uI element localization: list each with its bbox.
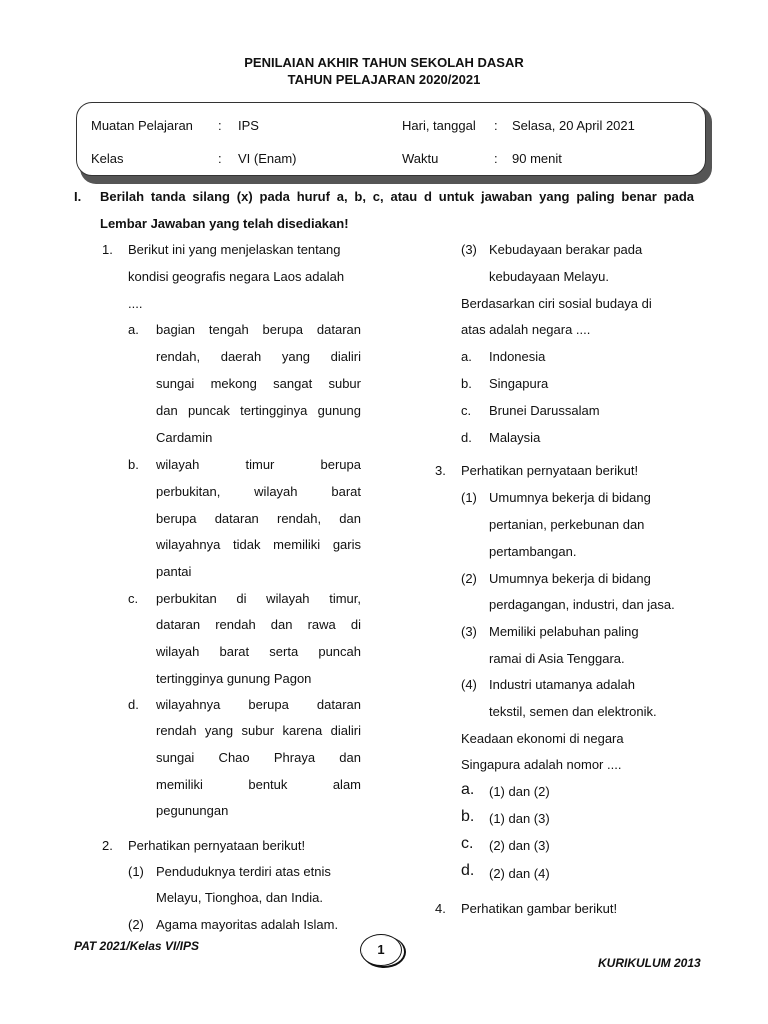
q1-stem-line: Berikut ini yang menjelaskan tentang xyxy=(128,242,341,257)
day-colon: : xyxy=(494,118,498,133)
q3-number: 3. xyxy=(435,463,446,478)
q3-statement-line: tekstil, semen dan elektronik. xyxy=(489,704,657,719)
q3-statement-line: ramai di Asia Tenggara. xyxy=(489,651,625,666)
q1-option-letter: a. xyxy=(128,322,139,337)
time-value: 90 menit xyxy=(512,151,562,166)
q3-question-line: Singapura adalah nomor .... xyxy=(461,757,622,772)
instruction-line-2: Lembar Jawaban yang telah disediakan! xyxy=(100,216,349,231)
q3-statement-line: Memiliki pelabuhan paling xyxy=(489,624,639,639)
q3-stem: Perhatikan pernyataan berikut! xyxy=(461,463,639,478)
q2-question-line: atas adalah negara .... xyxy=(461,322,591,337)
q2-option-text: Brunei Darussalam xyxy=(489,403,600,418)
footer-exam-code: PAT 2021/Kelas VI/IPS xyxy=(74,939,199,953)
q2-statement-line: Kebudayaan berakar pada xyxy=(489,242,643,257)
q1-option-d-line: rendah yang subur karena dialiri xyxy=(156,723,361,738)
q2-option-text: Singapura xyxy=(489,376,549,391)
q1-option-b-line: wilayahnya tidak memiliki garis xyxy=(156,537,361,552)
q1-option-letter: d. xyxy=(128,697,139,712)
q2-question-line: Berdasarkan ciri sosial budaya di xyxy=(461,296,652,311)
q3-option-letter: b. xyxy=(461,808,475,825)
instruction-line-1: Berilah tanda silang (x) pada huruf a, b, c, atau d untuk jawaban yang paling benar pada xyxy=(100,189,694,204)
subject-colon: : xyxy=(218,118,222,133)
q3-option-text: (2) dan (3) xyxy=(489,838,550,853)
q2-option-letter: b. xyxy=(461,376,472,391)
q1-option-b-line: wilayah timur berupa xyxy=(156,457,361,472)
q1-option-a-line: bagian tengah berupa dataran xyxy=(156,322,361,337)
q3-option-letter: a. xyxy=(461,781,475,798)
q1-stem-line: .... xyxy=(128,296,143,311)
q1-option-c-line: tertingginya gunung Pagon xyxy=(156,671,312,686)
subject-label: Muatan Pelajaran xyxy=(91,118,193,133)
q2-number: 2. xyxy=(102,838,113,853)
q2-option-letter: c. xyxy=(461,403,472,418)
exam-year: TAHUN PELAJARAN 2020/2021 xyxy=(287,72,481,87)
q2-statement-number: (3) xyxy=(461,242,477,257)
q3-statement-line: perdagangan, industri, dan jasa. xyxy=(489,597,675,612)
q1-number: 1. xyxy=(102,242,113,257)
q3-option-letter: d. xyxy=(461,862,475,879)
q1-option-letter: b. xyxy=(128,457,139,472)
q3-option-text: (1) dan (2) xyxy=(489,784,550,799)
q2-option-text: Malaysia xyxy=(489,430,541,445)
q3-option-text: (2) dan (4) xyxy=(489,866,550,881)
q2-option-text: Indonesia xyxy=(489,349,546,364)
q1-option-d-line: sungai Chao Phraya dan xyxy=(156,750,361,765)
q1-option-letter: c. xyxy=(128,591,139,606)
q3-statement-number: (1) xyxy=(461,490,477,505)
q3-statement-line: pertanian, perkebunan dan xyxy=(489,517,645,532)
class-colon: : xyxy=(218,151,222,166)
q2-stem: Perhatikan pernyataan berikut! xyxy=(128,838,306,853)
q1-option-b-line: berupa dataran rendah, dan xyxy=(156,511,361,526)
class-label: Kelas xyxy=(91,151,124,166)
q2-statement-line: Agama mayoritas adalah Islam. xyxy=(156,917,339,932)
exam-title: PENILAIAN AKHIR TAHUN SEKOLAH DASAR xyxy=(244,55,524,70)
q1-option-b-line: perbukitan, wilayah barat xyxy=(156,484,361,499)
q3-question-line: Keadaan ekonomi di negara xyxy=(461,731,624,746)
day-label: Hari, tanggal xyxy=(402,118,476,133)
q3-option-text: (1) dan (3) xyxy=(489,811,550,826)
section-number: I. xyxy=(74,189,82,204)
info-box xyxy=(76,102,706,176)
q2-option-letter: d. xyxy=(461,430,472,445)
q2-option-letter: a. xyxy=(461,349,472,364)
q3-statement-line: Industri utamanya adalah xyxy=(489,677,635,692)
footer-curriculum: KURIKULUM 2013 xyxy=(598,956,701,970)
q1-option-a-line: Cardamin xyxy=(156,430,213,445)
q3-statement-number: (3) xyxy=(461,624,477,639)
q2-statement-number: (1) xyxy=(128,864,144,879)
time-label: Waktu xyxy=(402,151,439,166)
q3-statement-line: Umumnya bekerja di bidang xyxy=(489,571,651,586)
q1-option-b-line: pantai xyxy=(156,564,192,579)
q1-option-d-line: memiliki bentuk alam xyxy=(156,777,361,792)
day-value: Selasa, 20 April 2021 xyxy=(512,118,635,133)
q2-statement-line: kebudayaan Melayu. xyxy=(489,269,609,284)
q3-statement-line: pertambangan. xyxy=(489,544,577,559)
time-colon: : xyxy=(494,151,498,166)
q2-statement-line: Penduduknya terdiri atas etnis xyxy=(156,864,331,879)
q1-option-d-line: wilayahnya berupa dataran xyxy=(156,697,361,712)
subject-value: IPS xyxy=(238,118,259,133)
q2-statement-number: (2) xyxy=(128,917,144,932)
q1-option-a-line: dan puncak tertingginya gunung xyxy=(156,403,361,418)
q3-statement-line: Umumnya bekerja di bidang xyxy=(489,490,651,505)
page-number: 1 xyxy=(377,942,385,957)
class-value: VI (Enam) xyxy=(238,151,297,166)
q1-option-a-line: sungai mekong sangat subur xyxy=(156,376,361,391)
q1-option-c-line: perbukitan di wilayah timur, xyxy=(156,591,361,606)
q1-option-a-line: rendah, daerah yang dialiri xyxy=(156,349,361,364)
q4-stem: Perhatikan gambar berikut! xyxy=(461,901,618,916)
q3-statement-number: (4) xyxy=(461,677,477,692)
q4-number: 4. xyxy=(435,901,446,916)
q1-option-d-line: pegunungan xyxy=(156,803,229,818)
q2-statement-line: Melayu, Tionghoa, dan India. xyxy=(156,890,323,905)
q1-stem-line: kondisi geografis negara Laos adalah xyxy=(128,269,345,284)
q1-option-c-line: dataran rendah dan rawa di xyxy=(156,617,361,632)
q3-statement-number: (2) xyxy=(461,571,477,586)
q3-option-letter: c. xyxy=(461,835,474,852)
q1-option-c-line: wilayah barat serta puncah xyxy=(156,644,361,659)
